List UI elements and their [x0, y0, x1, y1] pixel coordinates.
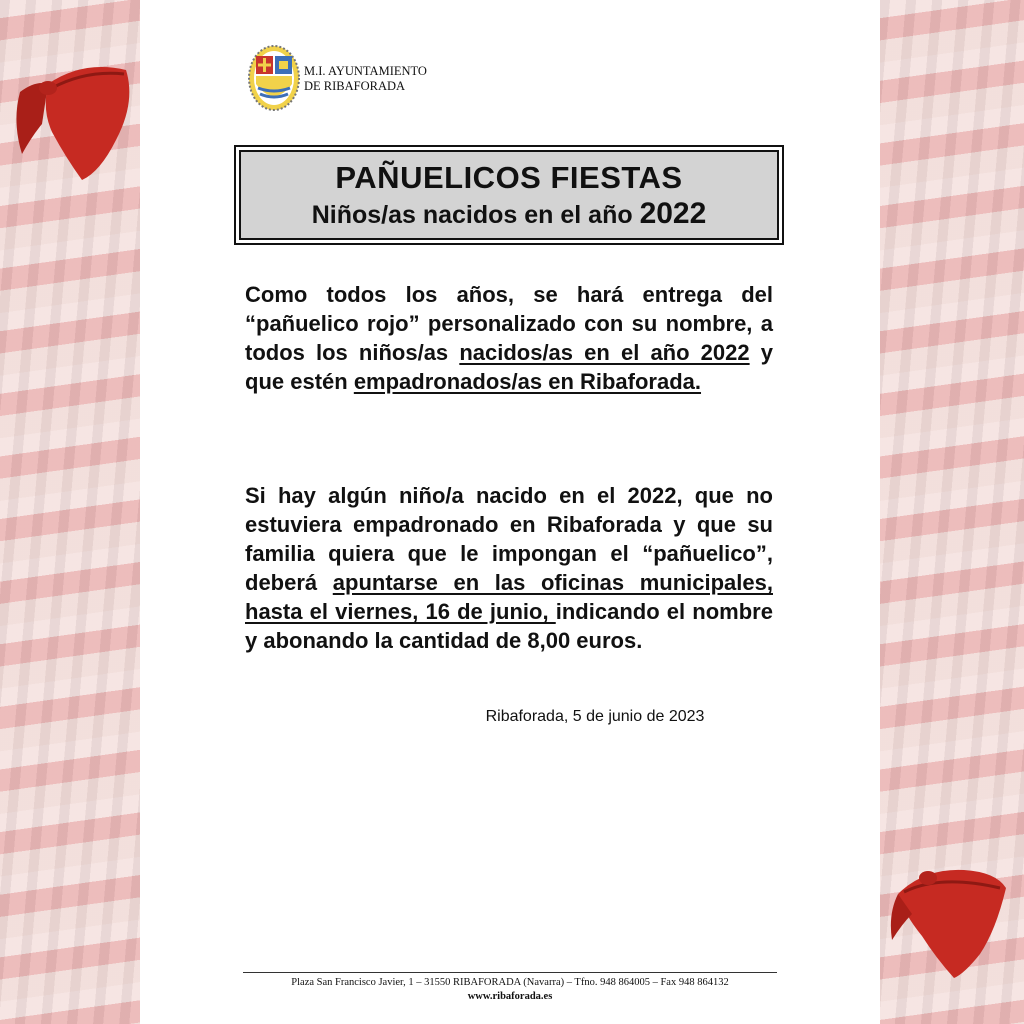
- paragraph-delivery: [245, 280, 773, 396]
- red-neckerchief-icon: [884, 858, 1012, 980]
- red-neckerchief-icon: [8, 62, 138, 184]
- paragraph1-underline-a: nacidos/as en el año 2022: [459, 340, 750, 365]
- paragraph1-underline-b: empadronados/as en Ribaforada.: [353, 369, 702, 394]
- org-line-2: DE RIBAFORADA: [304, 79, 406, 93]
- footer-divider: [243, 972, 777, 973]
- coat-of-arms-icon: [247, 44, 301, 112]
- title-heading: PAÑUELICOS FIESTAS: [335, 159, 683, 195]
- notice-document: [140, 0, 880, 1024]
- paragraph2-text-b: indicando el nombre y abonando la cantidad de 8,00 euros.: [245, 599, 773, 653]
- title-box: [234, 145, 784, 245]
- paragraph-registration: [245, 481, 773, 655]
- paragraph2-text-a: Si hay algún niño/a nacido en el 2022, que no estuviera empadronado en Ribaforada y que su familia quiera que le impongan el “pañuelico”, deberá: [245, 483, 773, 595]
- paragraph1-text-b: y que estén: [245, 340, 773, 394]
- paragraph1-text-a: Como todos los años, se hará entrega del “pañuelico rojo” personalizado con su nombre, a todos los niños/as: [245, 282, 773, 365]
- footer: [243, 976, 777, 1004]
- footer-address: Plaza San Francisco Javier, 1 – 31550 RIBAFORADA (Navarra) – Tfno. 948 864005 – Fax 948 864132: [291, 977, 729, 988]
- title-subheading: [312, 197, 707, 232]
- org-line-1: M.I. AYUNTAMIENTO: [304, 64, 427, 78]
- document-date: Ribaforada, 5 de junio de 2023: [485, 708, 705, 725]
- subheading-text: Niños/as nacidos en el año: [311, 200, 640, 229]
- paragraph2-underline-a: apuntarse en las oficinas municipales, hasta el viernes, 16 de junio,: [245, 570, 773, 624]
- subheading-year: 2022: [639, 196, 707, 230]
- organization-name: [304, 64, 427, 94]
- footer-website-link[interactable]: www.ribaforada.es: [467, 991, 553, 1002]
